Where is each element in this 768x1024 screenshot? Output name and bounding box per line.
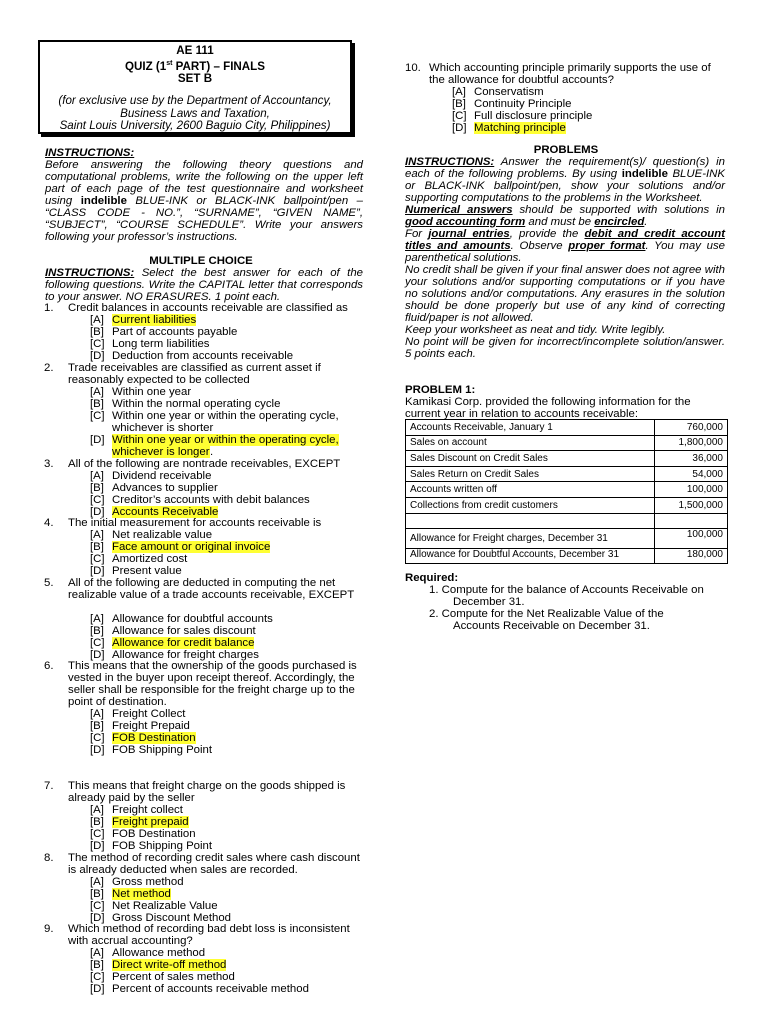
question-text: All of the following are deducted in computing the net realizable value of a trade accounts receivable, EXCEPT (68, 577, 355, 601)
option-text: Present value (112, 564, 182, 577)
table-row (406, 482, 728, 498)
row-label: Sales on account (406, 435, 655, 451)
table-row (406, 529, 728, 549)
row-amount: 100,000 (655, 529, 728, 549)
option-text-highlighted: FOB Destination (112, 731, 196, 744)
instructions-text: Before answering the following theory questions and computational problems, write the following on the upper left part of each page of the test questionnaire and worksheet using indelible BLUE-INK or BLACK-INK ballpoint/pen – “CLASS CODE - NO.”, “SURNAME”, “GIVEN NAME”, “SUBJECT”, “COURSE SCHEDULE”. Write your answers following your professor’s instructions. (45, 159, 363, 243)
option-letter: [A] (452, 86, 466, 98)
table-row (406, 497, 728, 513)
option-text-highlighted: Accounts Receivable (112, 505, 219, 518)
question-number: 9. (44, 923, 54, 935)
option-letter: [D] (452, 121, 467, 134)
option-text: Allowance method (112, 947, 206, 959)
option-letter: [A] (90, 947, 104, 959)
table-row (406, 513, 728, 529)
option-letter: [A] (90, 613, 104, 625)
table-row (406, 466, 728, 482)
option-letter: [C] (90, 731, 105, 744)
problem-1-intro: Kamikasi Corp. provided the following information for the current year in relation to accounts receivable: (405, 396, 691, 420)
option-letter: [B] (90, 815, 104, 828)
quiz-title: QUIZ (1st PART) – FINALS (124, 59, 265, 73)
option-text-highlighted: Matching principle (474, 121, 566, 134)
option-text: FOB Shipping Point (112, 743, 213, 756)
question-number: 7. (44, 780, 54, 792)
option-text-highlighted: Face amount or original invoice (112, 540, 271, 553)
option-letter: [D] (90, 433, 105, 446)
table-row (406, 420, 728, 436)
option-text: Percent of accounts receivable method (112, 982, 309, 995)
option-letter: [D] (90, 505, 105, 518)
option-letter: [C] (90, 493, 105, 506)
option-text-highlighted: Direct write-off method (112, 958, 227, 971)
option-text: Full disclosure principle (474, 109, 593, 122)
question-number: 8. (44, 852, 54, 864)
question-9 (38, 923, 360, 947)
row-amount (655, 513, 728, 529)
question-text: The method of recording credit sales where cash discount is already deducted when sales are recorded. (68, 852, 360, 876)
table-row (406, 435, 728, 451)
option-letter: [C] (452, 109, 467, 122)
option-letter: [B] (90, 719, 104, 732)
question-number: 6. (44, 660, 54, 672)
question-text: Trade receivables are classified as current asset if reasonably expected to be collected (68, 362, 321, 386)
option-text: Within the normal operating cycle (112, 397, 281, 410)
option-text: Allowance for sales discount (112, 624, 256, 637)
option-text-highlighted: Current liabilities (112, 314, 197, 326)
option-letter: [D] (90, 911, 105, 924)
option-letter: [D] (90, 564, 105, 577)
question-7 (38, 780, 360, 804)
option-text: Conservatism (474, 86, 544, 98)
question-4 (38, 517, 360, 529)
question-8 (38, 852, 360, 876)
option-text: Percent of sales method (112, 970, 235, 983)
option-text-highlighted: Freight prepaid (112, 815, 189, 828)
problem-1-title: PROBLEM 1: (405, 384, 476, 396)
question-number: 4. (44, 517, 54, 529)
option-text: Within one year (112, 386, 192, 398)
option-text: Gross method (112, 876, 184, 888)
question-2 (38, 362, 360, 386)
option-text: Creditor’s accounts with debit balances (112, 493, 310, 506)
option-text-line-2: whichever is longer (112, 445, 210, 458)
option-text: Freight Prepaid (112, 719, 190, 732)
table-row (406, 548, 728, 564)
question-number: 2. (44, 362, 54, 374)
option-text: Allowance for freight charges (112, 648, 259, 661)
question-text: The initial measurement for accounts receivable is (68, 517, 322, 529)
quiz-set: SET B (177, 71, 213, 85)
option-text: Amortized cost (112, 552, 188, 565)
quiz-header-box (38, 40, 352, 134)
row-label: Sales Discount on Credit Sales (406, 451, 655, 467)
option-letter: [A] (90, 708, 104, 720)
option-text-line-2: whichever is shorter (112, 421, 214, 434)
question-number: 10. (405, 62, 421, 74)
option-text-highlighted: Within one year or within the operating cycle, (112, 433, 339, 446)
option-text: FOB Shipping Point (112, 839, 213, 852)
required-section (405, 572, 727, 632)
question-text: Which method of recording bad debt loss is inconsistent with accrual accounting? (68, 923, 350, 947)
row-amount: 1,500,000 (655, 497, 728, 513)
option-text: Deduction from accounts receivable (112, 349, 294, 362)
option-text: Allowance for doubtful accounts (112, 613, 273, 625)
option-text: Long term liabilities (112, 337, 210, 350)
header-note-1: (for exclusive use by the Department of Accountancy, (58, 94, 332, 108)
question-text: This means that freight charge on the goods shipped is already paid by the seller (68, 780, 346, 804)
option-text: Freight Collect (112, 708, 186, 720)
row-label: Accounts written off (406, 482, 655, 498)
row-amount: 760,000 (655, 420, 728, 436)
problems-title: PROBLEMS (533, 144, 599, 156)
option-letter: [A] (90, 876, 104, 888)
question-number: 1. (44, 302, 54, 314)
accounts-receivable-table (405, 419, 728, 564)
row-label: Allowance for Doubtful Accounts, December 31 (406, 548, 655, 564)
option-text: Continuity Principle (474, 97, 572, 110)
option-letter: [A] (90, 314, 104, 326)
problems-instructions: INSTRUCTIONS: Answer the requirement(s)/ question(s) in each of the following problems. By using indelible BLUE-INK or BLACK-INK ballpoint/pen, show your solutions and/or supporting computations to the problems in the Worksheet. Numerical answers should be supported with solutions in good accounting form and must be encircled. For journal entries, provide the debit and credit account titles and amounts. Observe proper format. You may use parenthetical solutions. No credit shall be given if your final answer does not agree with your solutions and/or supporting computations or if you have no solutions and/or computations. Any erasures in the solution should be done properly but use of any kind of correcting fluid/paper is not allowed. Keep your worksheet as neat and tidy. Write legibly. No point will be given for incorrect/incomplete solution/answer. 5 points each. (405, 156, 726, 360)
option-text: Part of accounts payable (112, 325, 238, 338)
row-label: Collections from credit customers (406, 497, 655, 513)
option-letter: [A] (90, 804, 104, 816)
row-amount: 180,000 (655, 548, 728, 564)
option-letter: [D] (90, 839, 105, 852)
row-amount: 36,000 (655, 451, 728, 467)
option-text-highlighted: Net method (112, 887, 171, 900)
question-text: Credit balances in accounts receivable are classified as (68, 302, 348, 314)
option-letter: [C] (90, 899, 105, 912)
row-label: Allowance for Freight charges, December 31 (406, 529, 655, 549)
row-label: Sales Return on Credit Sales (406, 466, 655, 482)
option-letter: [C] (90, 409, 105, 422)
option-letter: [A] (90, 470, 104, 482)
question-text: Which accounting principle primarily supports the use of the allowance for doubtful accounts? (429, 62, 711, 86)
option-letter: [B] (90, 481, 104, 494)
option-letter: [D] (90, 648, 105, 661)
row-label: Accounts Receivable, January 1 (406, 420, 655, 436)
option-letter: [B] (90, 887, 104, 900)
option-letter: [D] (90, 743, 105, 756)
option-letter: [A] (90, 529, 104, 541)
question-1 (38, 302, 360, 314)
option-letter: [B] (90, 397, 104, 410)
option-text: Gross Discount Method (112, 911, 232, 924)
option-letter: [D] (90, 349, 105, 362)
table-row (406, 451, 728, 467)
option-letter: [C] (90, 552, 105, 565)
row-label (406, 513, 655, 529)
option-letter: [C] (90, 827, 105, 840)
question-6 (38, 660, 360, 708)
header-note-2: Business Laws and Taxation, (120, 106, 270, 120)
requirement-1: 1. Compute for the balance of Accounts Receivable on December 31. (429, 584, 704, 608)
mc-instructions: INSTRUCTIONS: Select the best answer for each of the following questions. Write the CAPITAL letter that corresponds to your answer. NO ERASURES. 1 point each. (45, 267, 363, 303)
general-instructions (45, 147, 363, 243)
option-letter: [B] (452, 97, 466, 110)
option-text: Freight collect (112, 804, 183, 816)
option-letter: [B] (90, 325, 104, 338)
option-letter: [A] (90, 386, 104, 398)
option-letter: [C] (90, 970, 105, 983)
option-text: Within one year or within the operating cycle, (112, 409, 339, 422)
required-label: Required: (405, 572, 459, 584)
option-text-highlighted: Allowance for credit balance (112, 636, 255, 649)
question-number: 5. (44, 577, 54, 589)
question-10 (405, 62, 725, 86)
option-text: Net Realizable Value (112, 899, 218, 912)
row-amount: 100,000 (655, 482, 728, 498)
multiple-choice-title: MULTIPLE CHOICE (149, 255, 253, 267)
question-text: This means that the ownership of the goods purchased is vested in the buyer upon receipt thereof. Accordingly, the seller shall be responsible for the freight charge up to the point of destination. (68, 660, 357, 708)
row-amount: 54,000 (655, 466, 728, 482)
option-text: Dividend receivable (112, 470, 212, 482)
requirement-2: 2. Compute for the Net Realizable Value of the Accounts Receivable on December 31. (429, 608, 664, 632)
header-note-3: Saint Louis University, 2600 Baguio City, Philippines) (59, 119, 331, 133)
option-letter: [B] (90, 540, 104, 553)
option-letter: [C] (90, 636, 105, 649)
option-text: FOB Destination (112, 827, 196, 840)
option-text: Advances to supplier (112, 481, 218, 494)
question-text: All of the following are nontrade receivables, EXCEPT (68, 458, 341, 470)
question-5 (38, 577, 360, 601)
option-letter: [D] (90, 982, 105, 995)
option-text: Net realizable value (112, 529, 213, 541)
question-number: 3. (44, 458, 54, 470)
question-3 (38, 458, 360, 470)
option-tail: . (210, 445, 214, 458)
course-code: AE 111 (176, 44, 214, 57)
option-letter: [B] (90, 958, 104, 971)
option-letter: [B] (90, 624, 104, 637)
row-amount: 1,800,000 (655, 435, 728, 451)
instructions-title: INSTRUCTIONS: (45, 147, 135, 159)
option-letter: [C] (90, 337, 105, 350)
